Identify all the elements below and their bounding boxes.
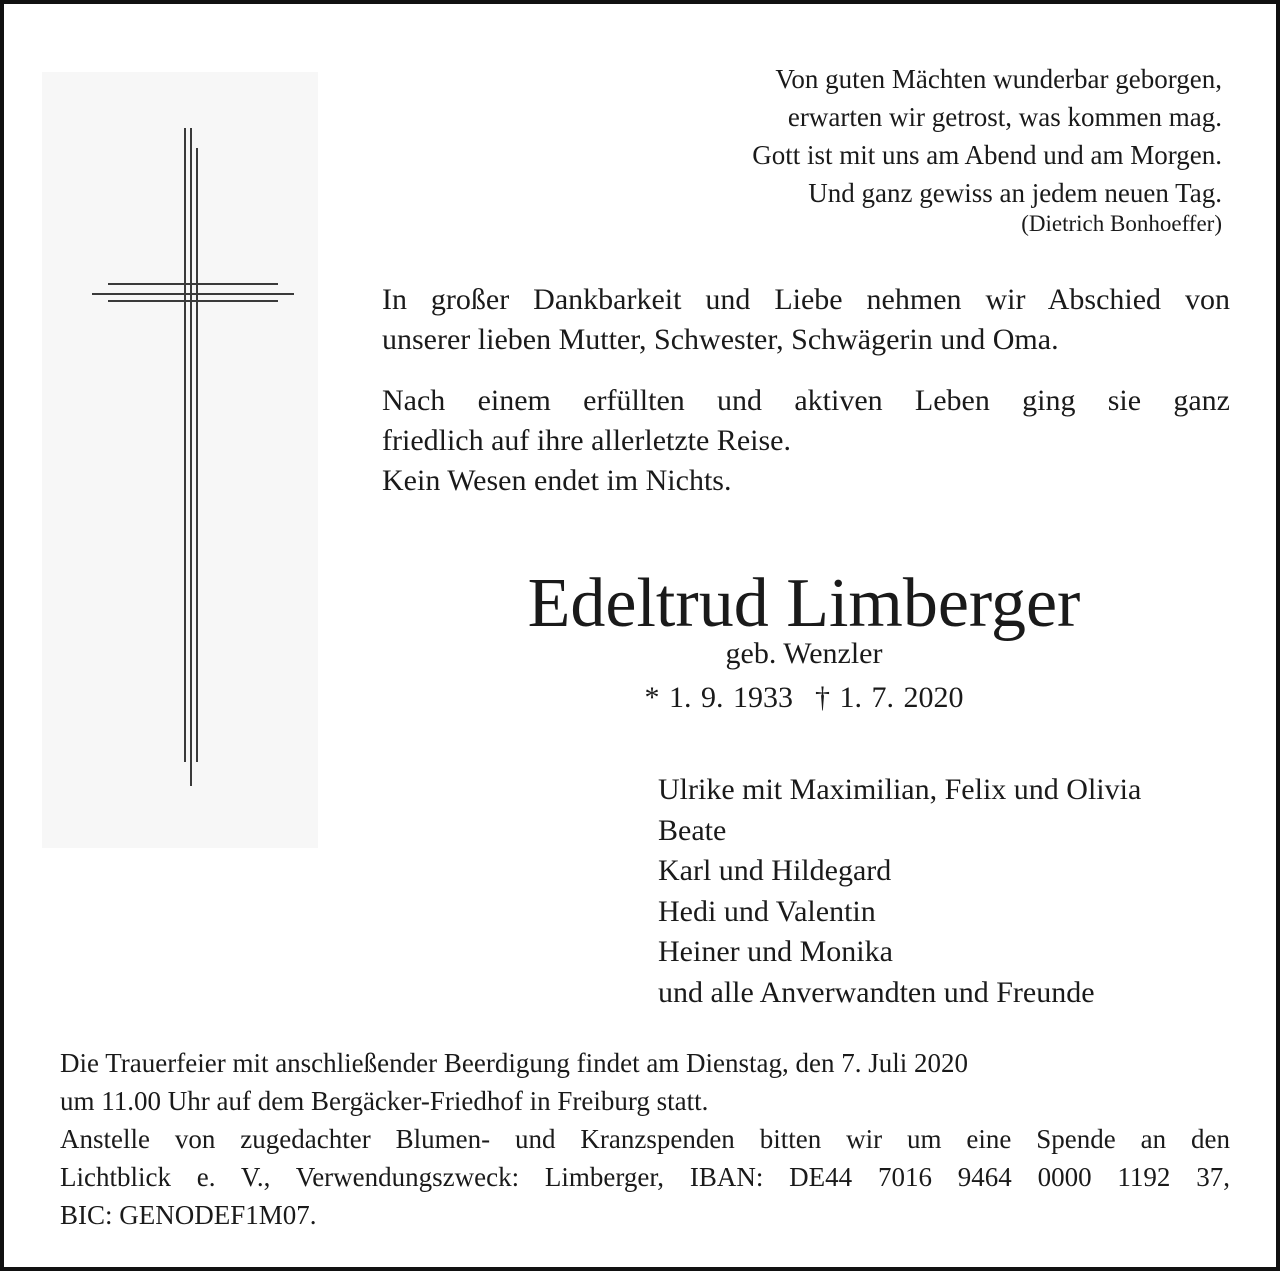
family-line: Beate (658, 813, 727, 847)
intro-line: friedlich auf ihre allerletzte Reise. (382, 424, 791, 457)
family-line: Heiner und Monika (658, 935, 893, 968)
footer-line: Lichtblick e. V., Verwendungszweck: Limberger, IBAN: DE44 7016 9464 0000 1192 37, (60, 1162, 1230, 1192)
poem-line: Gott ist mit uns am Abend und am Morgen. (752, 140, 1222, 170)
family-list (658, 770, 1141, 1013)
footer-line: um 11.00 Uhr auf dem Bergäcker-Friedhof in Freiburg statt. (60, 1086, 709, 1116)
poem-line: Von guten Mächten wunderbar geborgen, (775, 64, 1222, 94)
poem-line: Und ganz gewiss an jedem neuen Tag. (808, 178, 1222, 208)
life-dates (564, 678, 1044, 718)
birth-date: * 1. 9. 1933 (644, 681, 793, 714)
family-line: Ulrike mit Maximilian, Felix und Olivia (658, 773, 1142, 806)
intro-text (382, 280, 1230, 501)
poem-attribution: (Dietrich Bonhoeffer) (1021, 211, 1222, 236)
birth-name: geb. Wenzler (725, 637, 883, 670)
cross-panel (42, 72, 318, 848)
footer-line: Die Trauerfeier mit anschließender Beerdigung findet am Dienstag, den 7. Juli 2020 (60, 1048, 969, 1078)
deceased-name: Edeltrud Limberger (527, 565, 1081, 642)
funeral-details (60, 1044, 1230, 1234)
footer-line: Anstelle von zugedachter Blumen- und Kranzspenden bitten wir um eine Spende an den (60, 1124, 1230, 1154)
family-line: und alle Anverwandten und Freunde (658, 975, 1095, 1009)
poem-line: erwarten wir getrost, was kommen mag. (787, 102, 1222, 132)
intro-line: unserer lieben Mutter, Schwester, Schwägerin und Oma. (382, 323, 1059, 356)
intro-line: Nach einem erfüllten und aktiven Leben ging sie ganz (382, 384, 1230, 417)
death-date: † 1. 7. 2020 (815, 681, 964, 714)
intro-line: In großer Dankbarkeit und Liebe nehmen wir Abschied von (382, 283, 1230, 316)
poem (752, 60, 1222, 238)
footer-line: BIC: GENODEF1M07. (60, 1200, 317, 1230)
cross-icon (42, 72, 318, 848)
intro-line: Kein Wesen endet im Nichts. (382, 464, 732, 497)
family-line: Karl und Hildegard (658, 854, 892, 887)
family-line: Hedi und Valentin (658, 894, 876, 928)
